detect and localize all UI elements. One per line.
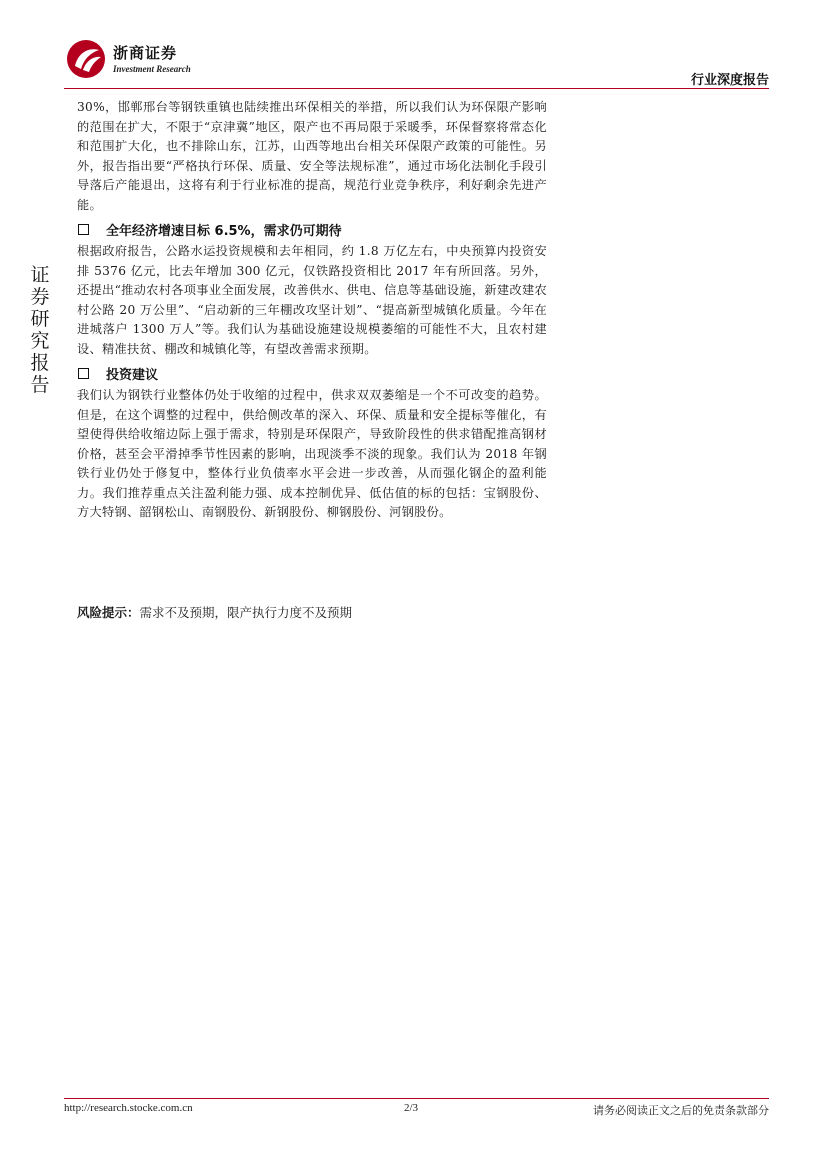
risk-text: 需求不及预期，限产执行力度不及预期 — [139, 605, 353, 620]
side-label-char: 告 — [30, 374, 50, 396]
side-label-char: 研 — [30, 308, 50, 330]
company-logo — [66, 39, 191, 79]
header-divider — [64, 88, 769, 89]
page-number: 2/3 — [404, 1102, 419, 1114]
checkbox-bullet-icon — [78, 224, 89, 235]
section-title: 投资建议 — [106, 368, 159, 383]
side-label-char: 究 — [30, 330, 50, 352]
risk-notice — [77, 603, 547, 621]
side-label-char: 券 — [30, 286, 50, 308]
footer-divider — [64, 1098, 769, 1099]
page-header — [0, 0, 827, 96]
risk-label: 风险提示： — [77, 605, 140, 620]
demand-paragraph: 根据政府报告，公路水运投资规模和去年相同，约 1.8 万亿左右，中央预算内投资安排 5376 亿元，比去年增加 300 亿元，仅铁路投资相比 2017 年有所回落。另外，还提出“推动农村各项事业全面发展，改善供水、供电、信息等基础设施，新建改建农村公路 20 万公里”、“启动新的三年棚改攻坚计划”、“提高新型城镇化质量。今年在进城落户 1300 万人”等。我们认为基础设施建设规模萎缩的可能性不大，且农村建设、精准扶贫、棚改和城镇化等，有望改善需求预期。 — [77, 244, 547, 356]
footer-disclaimer: 请务必阅读正文之后的免责条款部分 — [593, 1104, 769, 1117]
brand-name-cn: 浙商证券 — [113, 44, 178, 62]
report-type: 行业深度报告 — [690, 73, 769, 88]
investment-paragraph: 我们认为钢铁行业整体仍处于收缩的过程中，供求双双萎缩是一个不可改变的趋势。但是，在这个调整的过程中，供给侧改革的深入、环保、质量和安全提标等催化，有望使得供给收缩边际上强于需求，特别是环保限产，导致阶段性的供求错配推高钢材价格，甚至会平滑掉季节性因素的影响，出现淡季不淡的现象。我们认为 2018 年钢铁行业仍处于修复中，整体行业负债率水平会进一步改善，从而强化钢企的盈利能力。我们推荐重点关注盈利能力强、成本控制优异、低估值的标的包括：宝钢股份、方大特钢、韶钢松山、南钢股份、新钢股份、柳钢股份、河钢股份。 — [77, 388, 547, 519]
intro-paragraph: 30%，邯郸邢台等钢铁重镇也陆续推出环保相关的举措，所以我们认为环保限产影响的范围在扩大，不限于“京津冀”地区，限产也不再局限于采暖季，环保督察将常态化和范围扩大化，也不排除山东，江苏，山西等地出台相关环保限产政策的可能性。另外，报告指出要“严格执行环保、质量、安全等法规标准”，通过市场化法制化手段引导落后产能退出，这将有利于行业标准的提高，规范行业竞争秩序，利好剩余先进产能。 — [77, 100, 547, 212]
footer-url-link[interactable]: http://research.stocke.com.cn — [64, 1102, 193, 1114]
brand-name-en: Investment Research — [113, 64, 191, 74]
side-label — [28, 264, 52, 396]
section-heading-investment — [77, 364, 547, 383]
section-heading-demand — [77, 220, 547, 239]
logo-mark-icon — [66, 39, 108, 79]
main-content — [77, 98, 547, 523]
checkbox-bullet-icon — [78, 368, 89, 379]
section-title: 全年经济增速目标 6.5%，需求仍可期待 — [106, 224, 342, 239]
side-label-char: 证 — [30, 264, 50, 286]
side-label-char: 报 — [30, 352, 50, 374]
